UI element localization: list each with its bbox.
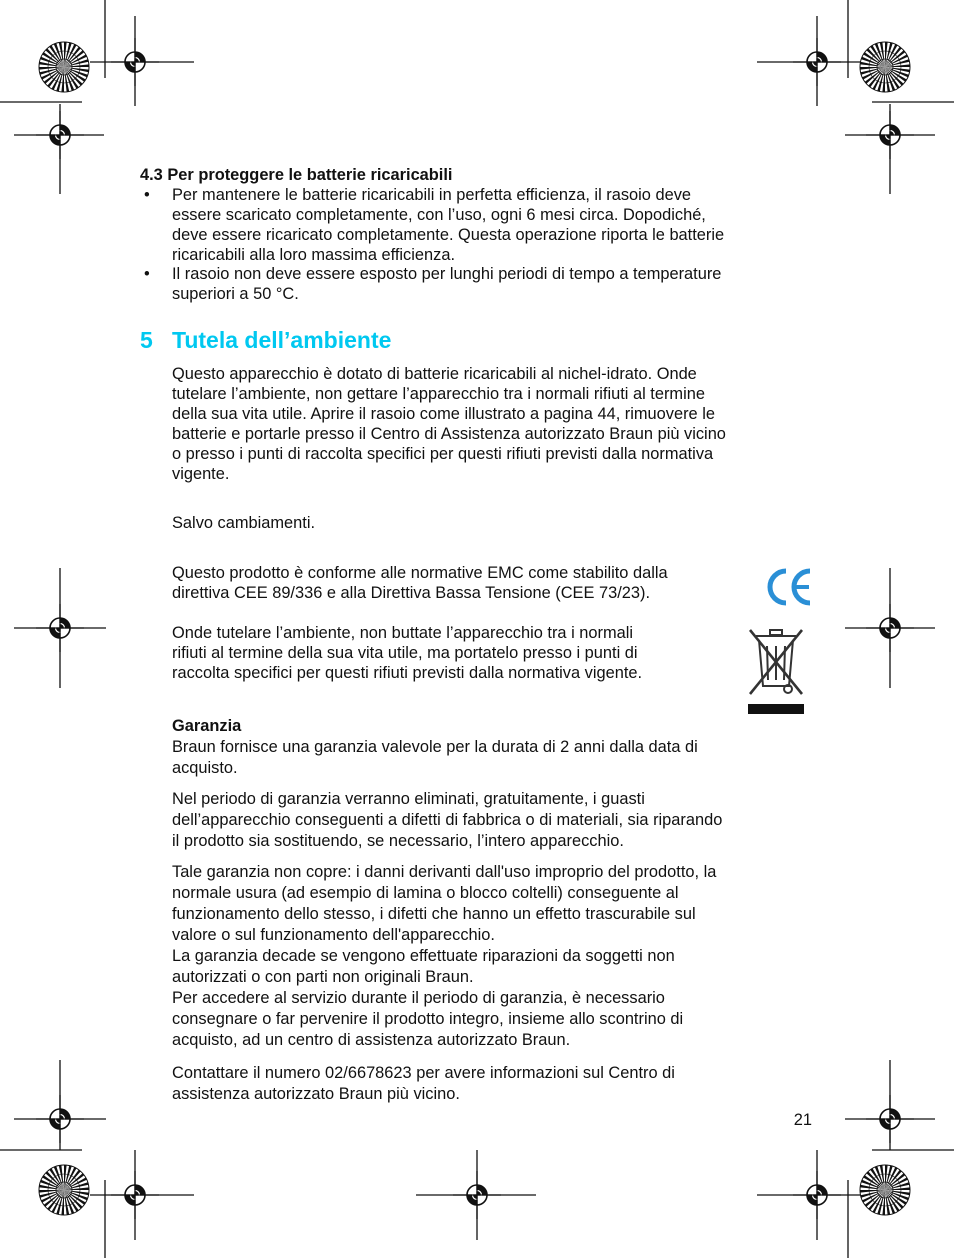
paragraph-line: autorizzati o con parti non originali Braun. [172,968,474,986]
bullet-text-line: essere scaricato completamente, con l’uso, ogni 6 mesi circa. Dopodiché, [172,206,706,224]
subject-to-change-note: Salvo cambiamenti. [172,514,316,532]
paragraph-line: Contattare il numero 02/6678623 per avere informazioni sul Centro di [172,1064,675,1082]
emc-conformity-paragraph [172,563,742,603]
crossed-out-bin-icon [744,624,808,720]
warranty-paragraph [172,789,812,852]
bullet-text-line: ricaricabili alla loro massima efficienza. [172,246,455,264]
bullet-text-line: superiori a 50 °C. [172,285,299,303]
paragraph-line: Onde tutelare l’ambiente, non buttate l’apparecchio tra i normali [172,624,634,642]
paragraph-line: funzionamento dello stesso, i difetti che hanno un effetto trascurabile sul [172,905,696,923]
paragraph-line: La garanzia decade se vengono effettuate riparazioni da soggetti non [172,947,675,965]
paragraph-line: tutelare l’ambiente, non gettare l’apparecchio tra i normali rifiuti al termine [172,385,705,403]
paragraph-line: Tale garanzia non copre: i danni derivanti dall'uso improprio del prodotto, la [172,863,717,881]
bullet-item [140,264,820,304]
paragraph-line: il prodotto sia sostituendo, se necessario, l’intero apparecchio. [172,832,624,850]
paragraph-line: Nel periodo di garanzia verranno eliminati, gratuitamente, i guasti [172,790,645,808]
paragraph-line: rifiuti al termine della sua vita utile, ma portatelo presso i punti di [172,644,638,662]
paragraph-line: consegnare o far pervenire il prodotto integro, insieme allo scontrino di [172,1010,684,1028]
page-number: 21 [793,1111,812,1129]
paragraph-line: Questo apparecchio è dotato di batterie ricaricabili al nichel-idrato. Onde [172,365,697,383]
paragraph-line: Braun fornisce una garanzia valevole per la durata di 2 anni dalla data di [172,738,698,756]
paragraph-line: raccolta specifici per questi rifiuti previsti dalla normativa vigente. [172,664,643,682]
paragraph-line: normale usura (ad esempio di lamina o blocco coltelli) conseguente al [172,884,679,902]
paragraph-line: o presso i punti di raccolta specifici per questi rifiuti previsti dalla normativa [172,445,714,463]
section-number: 5 [140,327,153,353]
subsection-heading: 4.3 Per proteggere le batterie ricaricabili [140,166,453,184]
paragraph-line: della sua vita utile. Aprire il rasoio come illustrato a pagina 44, rimuovere le [172,405,715,423]
bullet-text-line: Il rasoio non deve essere esposto per lunghi periodi di tempo a temperature [172,265,722,283]
bullet-item [140,185,820,265]
bullet-text-line: deve essere ricaricato completamente. Questa operazione riporta le batterie [172,226,725,244]
paragraph-line: acquisto, ad un centro di assistenza autorizzato Braun. [172,1031,571,1049]
warranty-paragraph [172,862,812,1051]
paragraph-line: dell’apparecchio conseguenti a difetti di fabbrica o di materiali, sia riparando [172,811,723,829]
bullet-symbol: • [144,186,150,204]
paragraph-line: vigente. [172,465,230,483]
section-intro-paragraph [172,364,812,484]
bullet-text-line: Per mantenere le batterie ricaricabili in perfetta efficienza, il rasoio deve [172,186,692,204]
paragraph-line: valore o sul funzionamento dell'apparecchio. [172,926,495,944]
warranty-heading: Garanzia [172,717,242,735]
weee-disposal-paragraph [172,623,757,683]
ce-mark-icon [766,566,814,608]
paragraph-line: batterie e portarle presso il Centro di Assistenza autorizzato Braun più vicino [172,425,726,443]
paragraph-line: Questo prodotto è conforme alle normative EMC come stabilito dalla [172,564,668,582]
paragraph-line: direttiva CEE 89/336 e alla Direttiva Bassa Tensione (CEE 73/23). [172,584,651,602]
paragraph-line: assistenza autorizzato Braun più vicino. [172,1085,460,1103]
section-title-text: Tutela dell’ambiente [172,327,392,353]
warranty-contact-paragraph [172,1063,812,1105]
bullet-symbol: • [144,265,150,283]
section-title [140,326,391,354]
warranty-paragraph [172,737,812,779]
paragraph-line: Per accedere al servizio durante il periodo di garanzia, è necessario [172,989,665,1007]
paragraph-line: acquisto. [172,759,238,777]
